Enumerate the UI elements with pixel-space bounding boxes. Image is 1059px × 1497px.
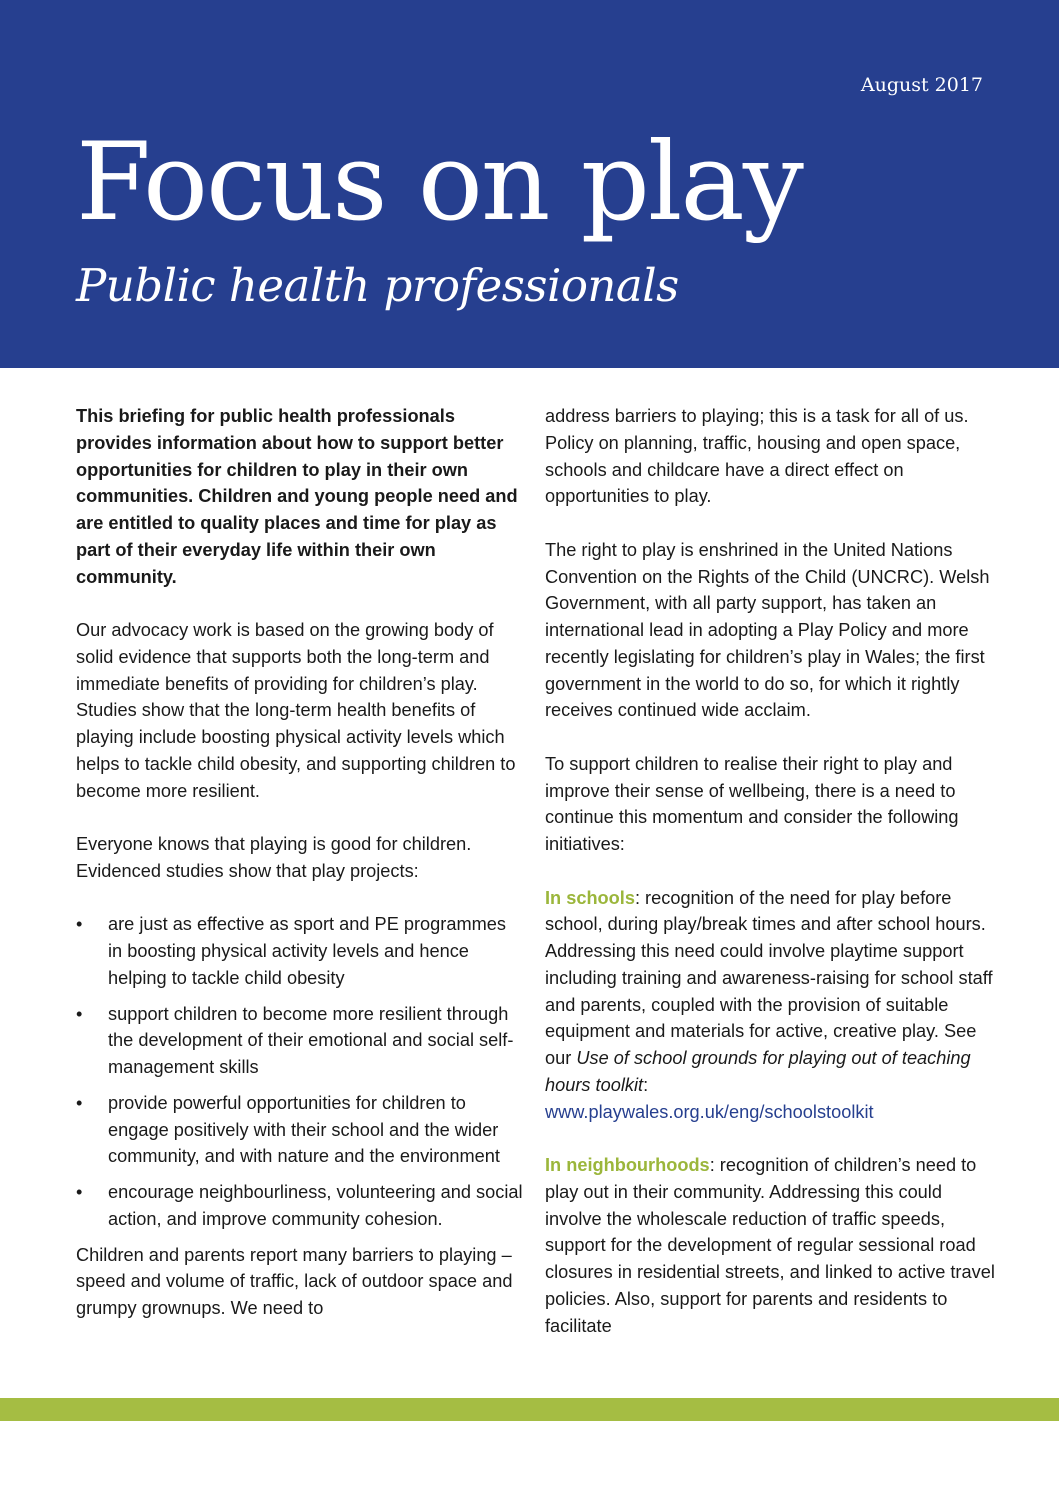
neighbourhoods-paragraph [545, 1152, 995, 1339]
schools-paragraph [545, 885, 995, 1126]
evidence-paragraph: Everyone knows that playing is good for children. Evidenced studies show that play projects: [76, 834, 472, 881]
schools-keyword: In schools [545, 887, 635, 908]
advocacy-paragraph: Our advocacy work is based on the growing body of solid evidence that supports both the long-term and immediate benefits of providing for children’s play. Studies show that the long-term health benefits of playing include boosting physical activity levels which helps to tackle child obesity, and supporting children to become more resilient. [76, 620, 516, 801]
list-item [76, 911, 524, 991]
barriers-continued-paragraph: address barriers to playing; this is a task for all of us. Policy on planning, traffic, housing and open space, schools and childcare have a direct effect on opportunities to play. [545, 406, 969, 507]
list-item [76, 1001, 524, 1081]
barriers-paragraph: Children and parents report many barriers to playing – speed and volume of traffic, lack of outdoor space and grumpy grownups. We need to [76, 1244, 513, 1318]
bullet-marker: • [76, 1003, 83, 1024]
right-column [545, 403, 995, 1339]
page-title: Focus on play [76, 120, 802, 245]
initiatives-paragraph: To support children to realise their right to play and improve their sense of wellbeing, there is a need to continue this momentum and consider the following initiatives: [545, 753, 959, 854]
neighbourhoods-keyword: In neighbourhoods [545, 1155, 710, 1175]
header-banner [0, 0, 1059, 368]
schools-text: : recognition of the need for play before school, during play/break times and after school hours. Addressing this need could involve playtime support including training and awareness-raising for school staff and parents, coupled with the provision of suitable equipment and materials for active, creative play. See our [545, 887, 993, 1068]
list-item-text: are just as effective as sport and PE programmes in boosting physical activity levels and hence helping to tackle child obesity [108, 914, 506, 988]
list-item [76, 1179, 524, 1233]
list-item-text: support children to become more resilient through the development of their emotional and social self-management skills [108, 1003, 514, 1077]
left-column [76, 403, 524, 1322]
bullet-marker: • [76, 1092, 83, 1113]
bullet-marker: • [76, 1182, 83, 1202]
list-item [76, 1090, 524, 1170]
toolkit-link[interactable]: www.playwales.org.uk/eng/schoolstoolkit [545, 1101, 874, 1122]
page-subtitle: Public health professionals [76, 259, 679, 312]
intro-paragraph: This briefing for public health professionals provides information about how to support better opportunities for children to play in their own communities. Children and young people need and are entitled to quality places and time for play as part of their everyday life within their own community. [76, 406, 518, 587]
list-item-text: provide powerful opportunities for children to engage positively with their school and the wider community, and with nature and the environment [108, 1092, 500, 1167]
toolkit-colon: : [643, 1074, 649, 1095]
publication-date: August 2017 [860, 74, 983, 96]
list-item-text: encourage neighbourliness, volunteering and social action, and improve community cohesion. [108, 1182, 523, 1229]
right-to-play-paragraph: The right to play is enshrined in the United Nations Convention on the Rights of the Child (UNCRC). Welsh Government, with all party support, has taken an international lead in adopting a Play Policy and more recently legislating for children’s play in Wales; the first government in the world to do so, for which it rightly receives continued wide acclaim. [545, 539, 990, 721]
toolkit-title: Use of school grounds for playing out of teaching hours toolkit [545, 1048, 971, 1095]
bullet-marker: • [76, 914, 83, 935]
footer-accent-bar [0, 1398, 1059, 1421]
neighbourhoods-text: : recognition of children’s need to play out in their community. Addressing this could involve the wholescale reduction of traffic speeds, support for the development of regular sessional road closures in residential streets, and linked to active travel policies. Also, support for parents and residents to facilitate [545, 1155, 995, 1336]
benefits-list [76, 911, 524, 1232]
